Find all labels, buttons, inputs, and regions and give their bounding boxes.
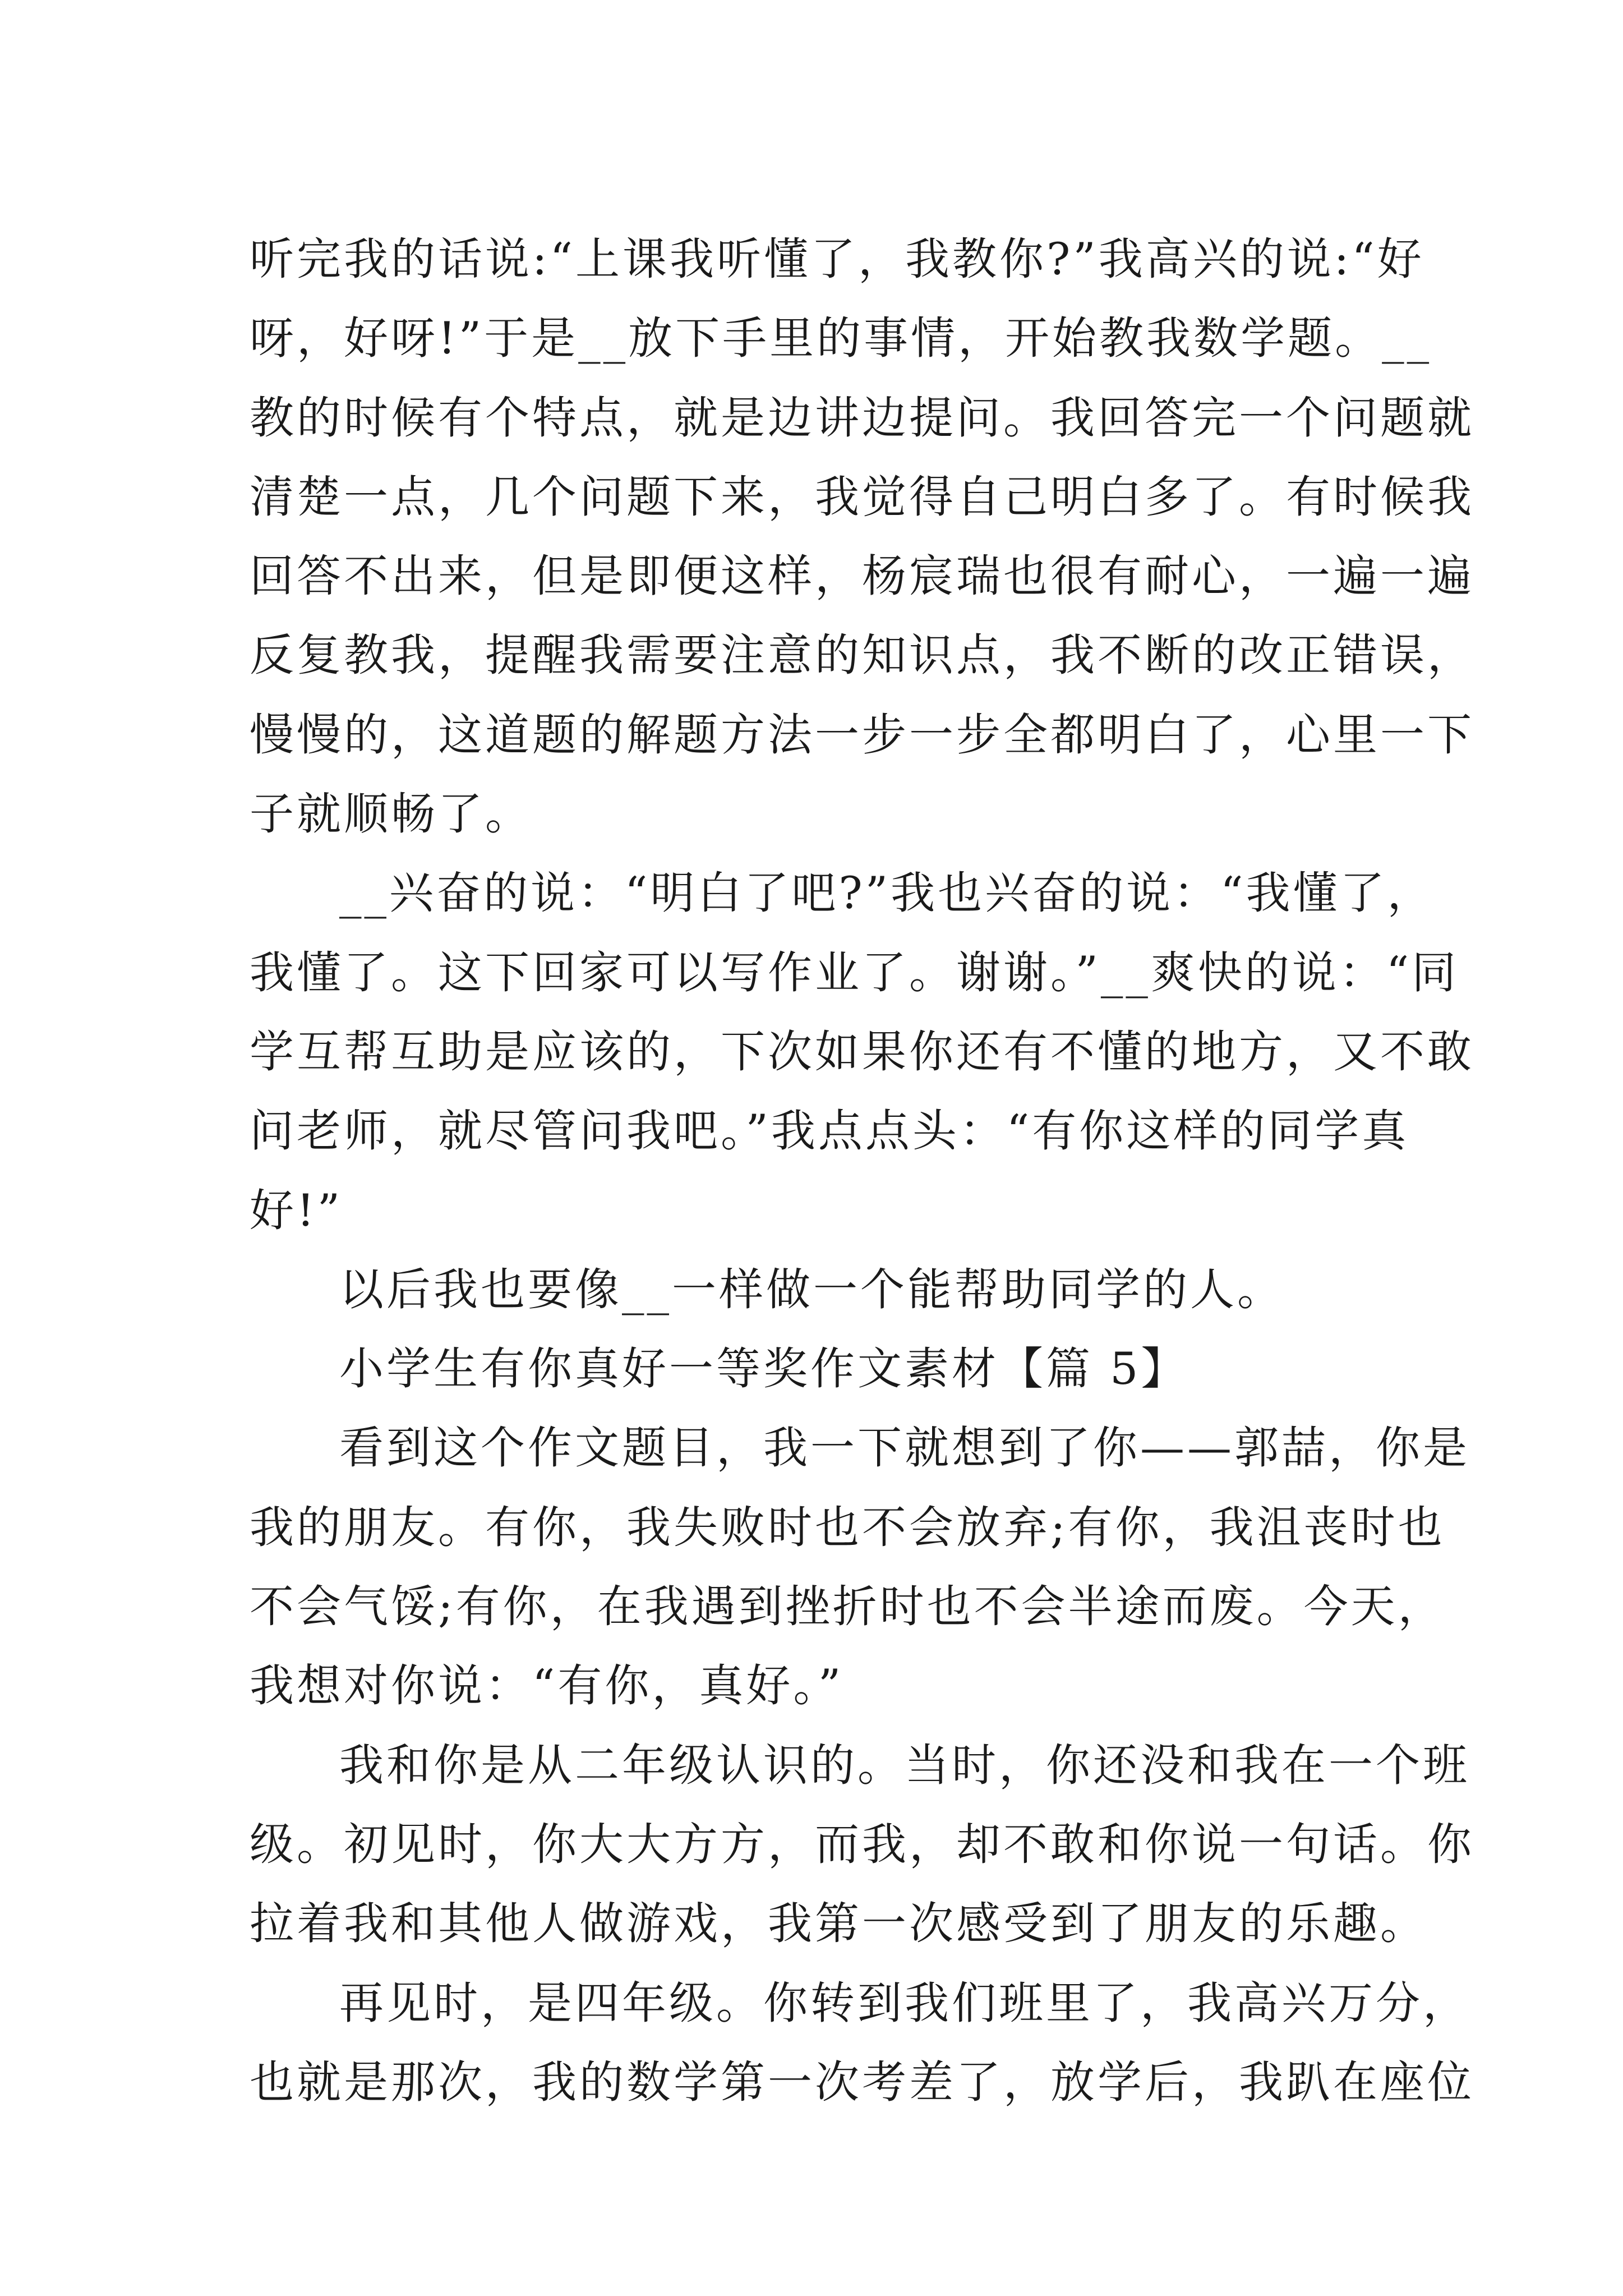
text-line: 回答不出来，但是即便这样，杨宸瑞也很有耐心，一遍一遍 xyxy=(250,550,1474,602)
text-line: 呀，好呀!”于是__放下手里的事情，开始教我数学题。__ xyxy=(250,312,1432,365)
text-line: 清楚一点，几个问题下来，我觉得自己明白多了。有时候我 xyxy=(250,471,1474,523)
body-text xyxy=(250,220,1474,2122)
text-line: 子就顺畅了。 xyxy=(250,788,532,840)
text-line: 好!” xyxy=(250,1184,343,1236)
text-line: 级。初见时，你大大方方，而我，却不敢和你说一句话。你 xyxy=(250,1818,1474,1870)
text-line: 听完我的话说:“上课我听懂了，我教你?”我高兴的说:“好 xyxy=(250,233,1424,285)
text-line: 我的朋友。有你，我失败时也不会放弃;有你，我沮丧时也 xyxy=(250,1501,1445,1553)
text-line: 我懂了。这下回家可以写作业了。谢谢。”__爽快的说：“同 xyxy=(250,946,1459,999)
text-line: 不会气馁;有你，在我遇到挫折时也不会半途而废。今天， xyxy=(250,1581,1445,1633)
paragraph-start-line: 看到这个作文题目，我一下就想到了你——郭喆，你是 xyxy=(339,1422,1470,1474)
paragraph-start-line: 我和你是从二年级认识的。当时，你还没和我在一个班 xyxy=(339,1739,1470,1791)
text-line: 反复教我，提醒我需要注意的知识点，我不断的改正错误， xyxy=(250,629,1474,682)
text-line: 问老师，就尽管问我吧。”我点点头：“有你这样的同学真 xyxy=(250,1105,1409,1157)
text-line: 也就是那次，我的数学第一次考差了，放学后，我趴在座位 xyxy=(250,2056,1474,2108)
text-line: 学互帮互助是应该的，下次如果你还有不懂的地方，又不敢 xyxy=(250,1025,1474,1078)
text-line: 拉着我和其他人做游戏，我第一次感受到了朋友的乐趣。 xyxy=(250,1898,1427,1950)
text-line: 我想对你说：“有你，真好。” xyxy=(250,1660,844,1712)
paragraph-start-line: __兴奋的说：“明白了吧?”我也兴奋的说：“我懂了， xyxy=(339,867,1435,919)
text-line: 教的时候有个特点，就是边讲边提问。我回答完一个问题就 xyxy=(250,392,1474,444)
paragraph-start-line: 以后我也要像__一样做一个能帮助同学的人。 xyxy=(339,1263,1284,1315)
section-heading: 小学生有你真好一等奖作文素材【篇 5】 xyxy=(339,1343,1188,1395)
text-line: 慢慢的，这道题的解题方法一步一步全都明白了，心里一下 xyxy=(250,708,1474,761)
paragraph-start-line: 再见时，是四年级。你转到我们班里了，我高兴万分， xyxy=(339,1977,1470,2029)
